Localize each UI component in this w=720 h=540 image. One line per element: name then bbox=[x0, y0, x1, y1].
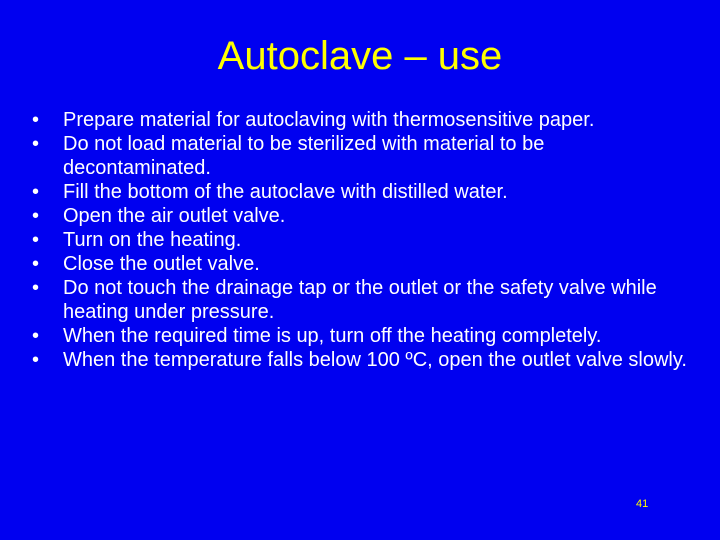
bullet-item bbox=[30, 108, 690, 132]
bullet-icon: • bbox=[32, 205, 40, 227]
bullet-icon: • bbox=[32, 109, 40, 131]
bullet-item bbox=[30, 180, 690, 204]
bullet-icon: • bbox=[32, 277, 40, 299]
bullet-text: Turn on the heating. bbox=[63, 229, 242, 251]
bullet-icon: • bbox=[32, 349, 40, 371]
bullet-icon: • bbox=[32, 229, 40, 251]
bullet-text: Do not load material to be sterilized with material to be decontaminated. bbox=[63, 133, 545, 179]
bullet-text: Open the air outlet valve. bbox=[63, 205, 286, 227]
bullet-item bbox=[30, 132, 690, 180]
slide-title: Autoclave – use bbox=[217, 34, 503, 78]
bullet-item bbox=[30, 324, 690, 348]
bullet-icon: • bbox=[32, 181, 40, 203]
bullet-text: Fill the bottom of the autoclave with distilled water. bbox=[63, 181, 508, 203]
bullet-icon: • bbox=[32, 253, 40, 275]
bullet-item bbox=[30, 228, 690, 252]
bullet-icon: • bbox=[32, 325, 40, 347]
bullet-text: Prepare material for autoclaving with thermosensitive paper. bbox=[63, 109, 595, 131]
page-number: 41 bbox=[636, 498, 649, 510]
bullet-list bbox=[30, 108, 690, 372]
bullet-item bbox=[30, 204, 690, 228]
bullet-item bbox=[30, 276, 690, 324]
bullet-text: When the required time is up, turn off the heating completely. bbox=[63, 325, 602, 347]
bullet-text: Do not touch the drainage tap or the outlet or the safety valve while heating under pressure. bbox=[63, 277, 657, 323]
bullet-item bbox=[30, 348, 690, 372]
bullet-text: Close the outlet valve. bbox=[63, 253, 260, 275]
bullet-item bbox=[30, 252, 690, 276]
bullet-text: When the temperature falls below 100 ºC, open the outlet valve slowly. bbox=[63, 349, 687, 371]
bullet-icon: • bbox=[32, 133, 40, 155]
